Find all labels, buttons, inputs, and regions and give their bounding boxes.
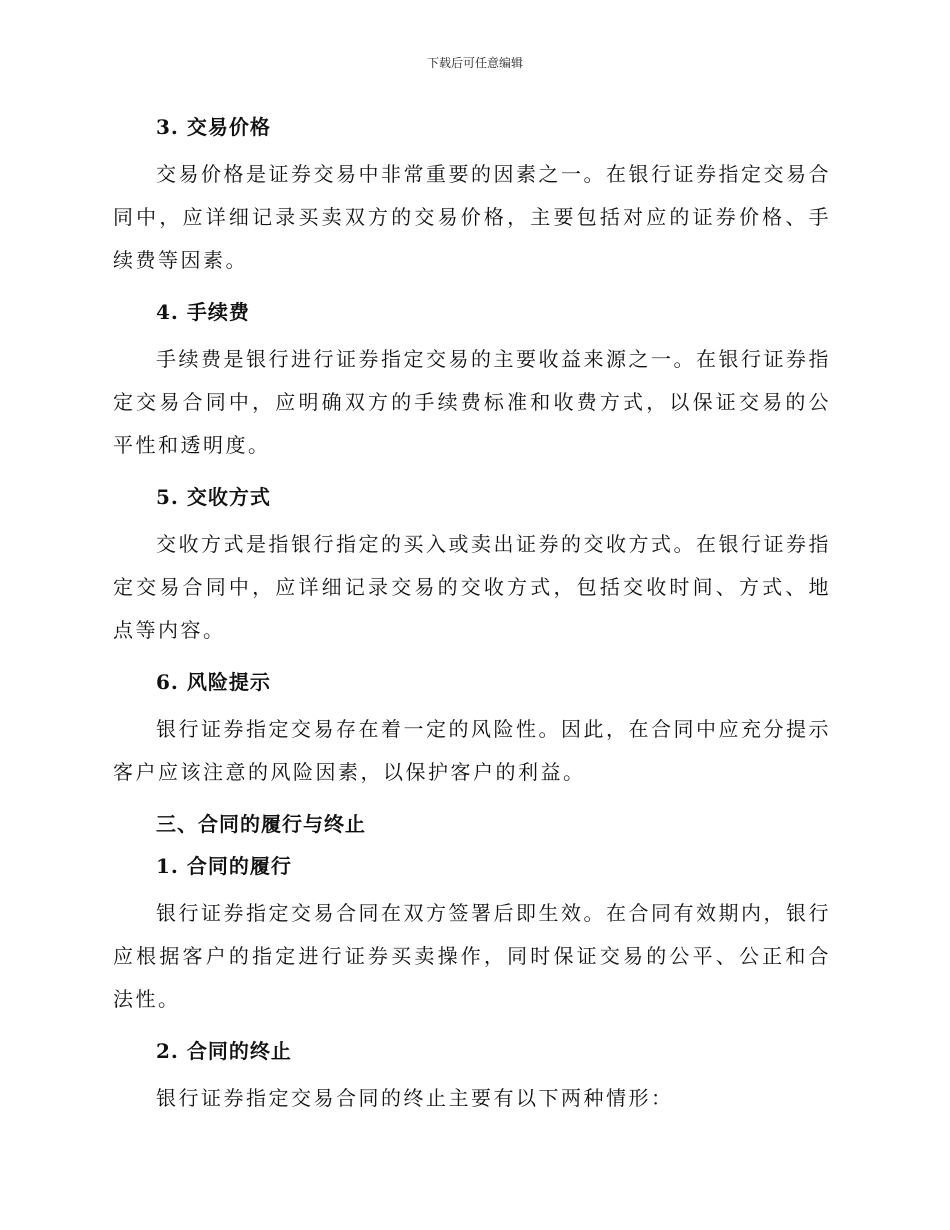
page-header-note: 下载后可任意编辑 (426, 56, 523, 70)
section-heading-trade-price: 3. 交易价格 (156, 115, 271, 139)
paragraph-fees: 手续费是银行进行证券指定交易的主要收益来源之一。在银行证券指定交易合同中，应明确双方的手续费标准和收费方式，以保证交易的公平性和透明度。 (113, 347, 831, 457)
section-heading-termination: 2. 合同的终止 (156, 1039, 292, 1063)
paragraph-risk: 银行证券指定交易存在着一定的风险性。因此，在合同中应充分提示客户应该注意的风险因素，以保护客户的利益。 (113, 717, 831, 784)
section-heading-settlement: 5. 交收方式 (156, 485, 271, 509)
section-heading-performance: 1. 合同的履行 (156, 854, 292, 878)
paragraph-trade-price: 交易价格是证券交易中非常重要的因素之一。在银行证券指定交易合同中，应详细记录买卖双方的交易价格，主要包括对应的证券价格、手续费等因素。 (113, 162, 831, 272)
section-heading-fees: 4. 手续费 (156, 300, 250, 324)
paragraph-performance: 银行证券指定交易合同在双方签署后即生效。在合同有效期内，银行应根据客户的指定进行证券买卖操作，同时保证交易的公平、公正和合法性。 (113, 901, 831, 1011)
paragraph-termination: 银行证券指定交易合同的终止主要有以下两种情形： (156, 1086, 674, 1110)
chapter-heading-performance-termination: 三、合同的履行与终止 (156, 812, 366, 836)
paragraph-settlement: 交收方式是指银行指定的买入或卖出证券的交收方式。在银行证券指定交易合同中，应详细记录交易的交收方式，包括交收时间、方式、地点等内容。 (113, 532, 831, 642)
section-heading-risk: 6. 风险提示 (156, 670, 271, 694)
document-body (113, 106, 831, 1129)
